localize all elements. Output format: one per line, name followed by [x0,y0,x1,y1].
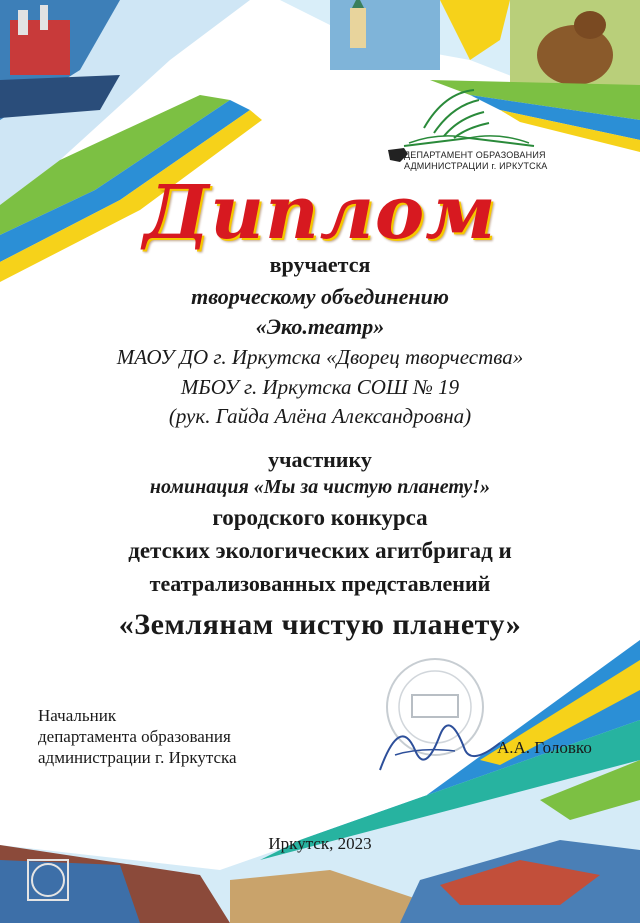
department-name [404,150,564,172]
place-year: Иркутск, 2023 [268,834,372,853]
department-line1: ДЕПАРТАМЕНТ ОБРАЗОВАНИЯ [404,150,546,160]
department-line2: АДМИНИСТРАЦИИ г. ИРКУТСКА [404,161,548,171]
nomination-text: номинация «Мы за чистую планету!» [149,476,491,498]
position-line-3: администрации г. Иркутска [38,748,237,767]
position-line-1: Начальник [38,706,117,725]
signatory-name: А.А. Головко [497,738,592,757]
participant-text: участнику [268,447,372,472]
contest-line-1: городского конкурса [212,505,428,530]
contest-name: «Землянам чистую планету» [118,608,522,641]
diploma-title: Диплом [143,170,497,256]
recipient-line-3: МАОУ ДО г. Иркутска «Дворец творчества» [116,345,524,369]
contest-line-3: театрализованных представлений [149,571,491,596]
stamp-signature [360,655,510,785]
recipient-line-2: «Эко.театр» [255,314,385,339]
contest-line-2: детских экологических агитбригад и [128,538,512,563]
position-line-2: департамента образования [38,727,231,746]
recipient-line-5: (рук. Гайда Алёна Александровна) [168,404,472,428]
signatory-position [38,705,237,768]
recipient-line-1: творческому объединению [191,284,449,309]
bottom-artwork [0,640,640,923]
awarded-text: вручается [269,252,371,277]
recipient-line-4: МБОУ г. Иркутска СОШ № 19 [180,375,460,399]
